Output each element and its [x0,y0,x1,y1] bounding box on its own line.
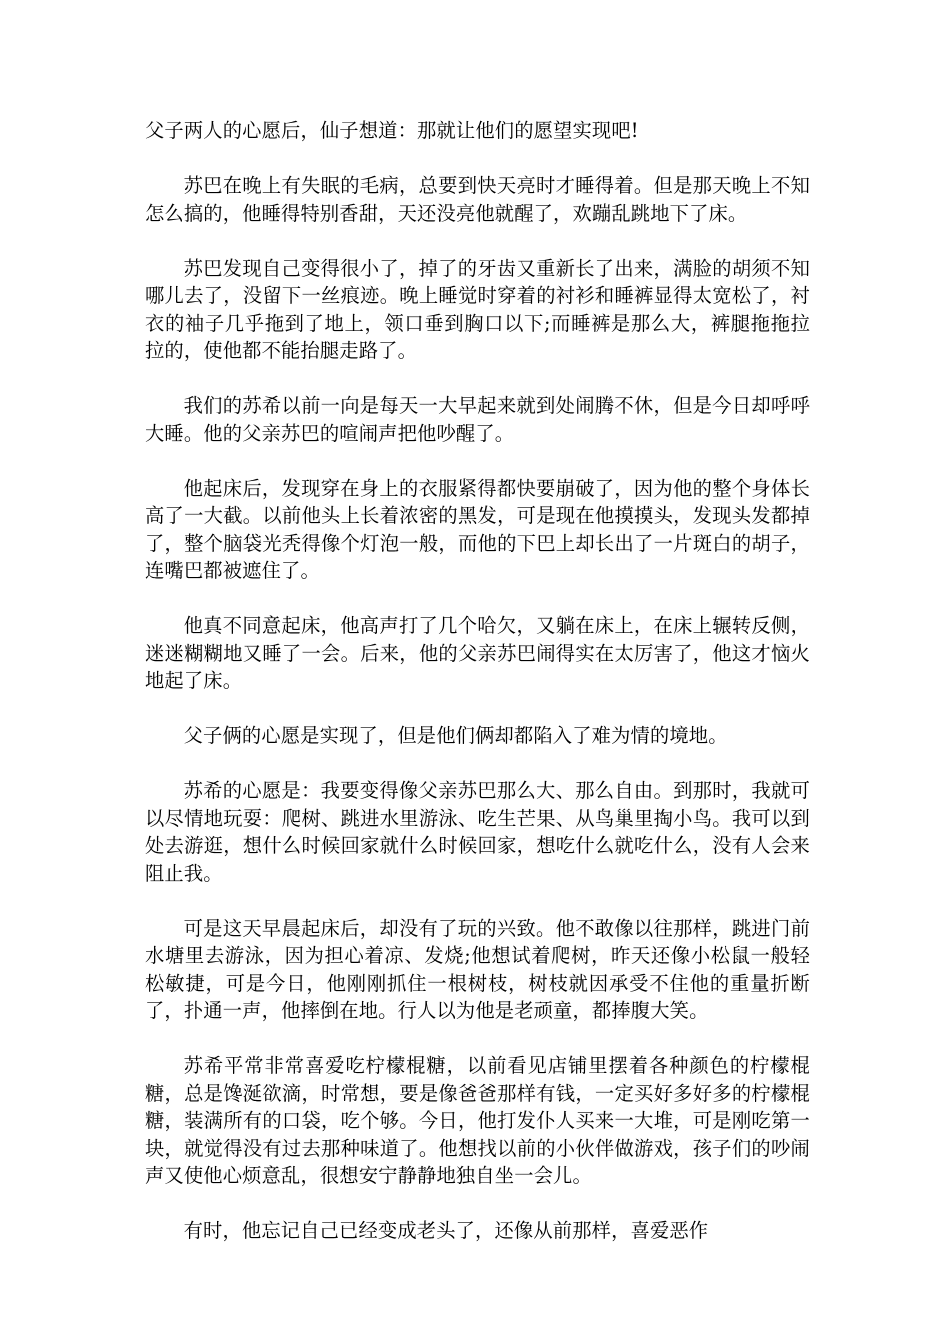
paragraph-11: 有时，他忘记自己已经变成老头了，还像从前那样，喜爱恶作 [183,1219,709,1242]
paragraph-1: 父子两人的心愿后，仙子想道：那就让他们的愿望实现吧! [145,119,639,142]
paragraph-10: 苏希平常非常喜爱吃柠檬棍糖，以前看见店铺里摆着各种颜色的柠檬棍糖，总是馋涎欲滴，时常想，要是像爸爸那样有钱，一定买好多好多的柠檬棍糖，装满所有的口袋，吃个够。今日，他打发仆人买来一大堆，可是刚吃第一块，就觉得没有过去那种味道了。他想找以前的小伙伴做游戏，孩子们的吵闹声又使他心烦意乱，很想安宁静静地独自坐一会儿。 [145,1054,810,1187]
paragraph-5: 他起床后，发现穿在身上的衣服紧得都快要崩破了，因为他的整个身体长高了一大截。以前他头上长着浓密的黑发，可是现在他摸摸头，发现头发都掉了，整个脑袋光秃得像个灯泡一般，而他的下巴上却长出了一片斑白的胡子，连嘴巴都被遮住了。 [145,476,810,582]
document-page [145,117,810,1272]
paragraph-9: 可是这天早晨起床后，却没有了玩的兴致。他不敢像以往那样，跳进门前水塘里去游泳，因为担心着凉、发烧;他想试着爬树，昨天还像小松鼠一般轻松敏捷，可是今日，他刚刚抓住一根树枝，树枝就因承受不住他的重量折断了，扑通一声，他摔倒在地。行人以为他是老顽童，都捧腹大笑。 [145,916,810,1022]
paragraph-4: 我们的苏希以前一向是每天一大早起来就到处闹腾不休，但是今日却呼呼大睡。他的父亲苏巴的喧闹声把他吵醒了。 [145,394,810,445]
paragraph-3: 苏巴发现自己变得很小了，掉了的牙齿又重新长了出来，满脸的胡须不知哪儿去了，没留下一丝痕迹。晚上睡觉时穿着的衬衫和睡裤显得太宽松了，衬衣的袖子几乎拖到了地上，领口垂到胸口以下;而睡裤是那么大，裤腿拖拖拉拉的，使他都不能抬腿走路了。 [145,256,810,362]
paragraph-7: 父子俩的心愿是实现了，但是他们俩却都陷入了难为情的境地。 [183,724,728,747]
paragraph-2: 苏巴在晚上有失眠的毛病，总要到快天亮时才睡得着。但是那天晚上不知怎么搞的，他睡得特别香甜，天还没亮他就醒了，欢蹦乱跳地下了床。 [145,174,810,225]
paragraph-8: 苏希的心愿是：我要变得像父亲苏巴那么大、那么自由。到那时，我就可以尽情地玩耍：爬树、跳进水里游泳、吃生芒果、从鸟巢里掏小鸟。我可以到处去游逛，想什么时候回家就什么时候回家，想吃什么就吃什么，没有人会来阻止我。 [145,779,810,885]
paragraph-6: 他真不同意起床，他高声打了几个哈欠，又躺在床上，在床上辗转反侧，迷迷糊糊地又睡了一会。后来，他的父亲苏巴闹得实在太厉害了，他这才恼火地起了床。 [145,614,810,692]
